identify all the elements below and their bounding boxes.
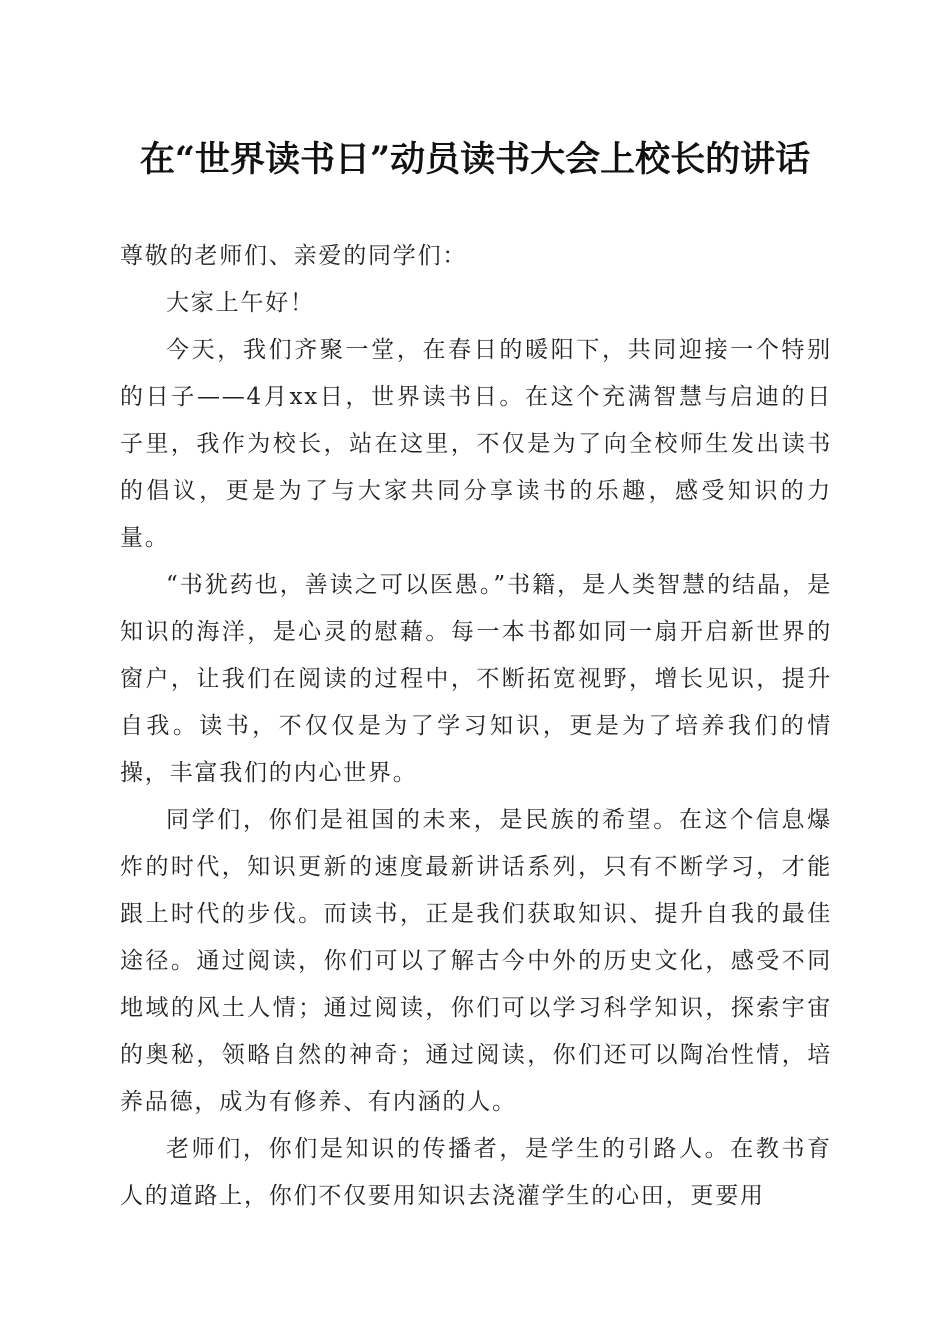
salutation: 尊敬的老师们、亲爱的同学们： xyxy=(120,243,468,269)
greeting: 大家上午好！ xyxy=(166,290,315,316)
document-title: 在“世界读书日”动员读书大会上校长的讲话 xyxy=(139,139,811,180)
paragraph: 老师们，你们是知识的传播者，是学生的引路人。在教书育人的道路上，你们不仅要用知识去浇灌学生的心田，更要用 xyxy=(120,1136,832,1209)
paragraph: 今天，我们齐聚一堂，在春日的暖阳下，共同迎接一个特别的日子——4月xx日，世界读书日。在这个充满智慧与启迪的日子里，我作为校长，站在这里，不仅是为了向全校师生发出读书的倡议，更是为了与大家共同分享读书的乐趣，感受知识的力量。 xyxy=(120,337,832,551)
document-body xyxy=(120,233,832,1220)
paragraph: “书犹药也，善读之可以医愚。”书籍，是人类智慧的结晶，是知识的海洋，是心灵的慰藉。每一本书都如同一扇开启新世界的窗户，让我们在阅读的过程中，不断拓宽视野，增长见识，提升自我。读书，不仅仅是为了学习知识，更是为了培养我们的情操，丰富我们的内心世界。 xyxy=(120,572,832,786)
paragraph: 同学们，你们是祖国的未来，是民族的希望。在这个信息爆炸的时代，知识更新的速度最新讲话系列，只有不断学习，才能跟上时代的步伐。而读书，正是我们获取知识、提升自我的最佳途径。通过阅读，你们可以了解古今中外的历史文化，感受不同地域的风土人情；通过阅读，你们可以学习科学知识，探索宇宙的奥秘，领略自然的神奇；通过阅读，你们还可以陶冶性情，培养品德，成为有修养、有内涵的人。 xyxy=(120,807,832,1115)
